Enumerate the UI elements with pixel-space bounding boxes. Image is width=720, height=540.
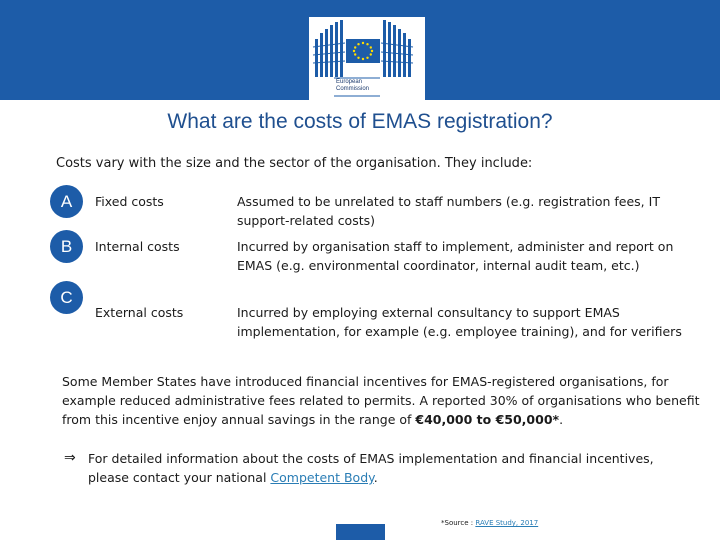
cost-name-fixed: Fixed costs	[95, 194, 164, 209]
incentives-end: .	[559, 412, 564, 427]
source-note	[441, 519, 538, 527]
logo-line-commission: Commission	[336, 86, 370, 92]
incentives-text: Some Member States have introduced financial incentives for EMAS-registered organisations, for example reduced administrative fees related to permits. A reported 30% of organisations who benefit from this incentive enjoy annual savings in the range of	[62, 374, 700, 427]
cost-desc-fixed: Assumed to be unrelated to staff numbers (e.g. registration fees, IT support-related costs)	[237, 194, 660, 228]
more-info-paragraph	[88, 449, 698, 487]
source-prefix: *Source :	[441, 519, 476, 527]
cost-name-internal: Internal costs	[95, 239, 180, 254]
european-commission-logo[interactable]	[309, 17, 425, 101]
logo-wordmark	[336, 79, 369, 93]
right-arrow-icon: ⇒	[64, 450, 76, 466]
footer-bar	[336, 524, 385, 540]
page-title: What are the costs of EMAS registration?	[167, 110, 553, 133]
cost-name-external: External costs	[95, 305, 184, 320]
source-link[interactable]: RAVE Study, 2017	[475, 519, 539, 527]
incentives-paragraph	[62, 372, 702, 429]
cost-badge-a: A	[50, 185, 83, 218]
cost-desc-internal: Incurred by organisation staff to implement, administer and report on EMAS (e.g. environmental coordinator, internal audit team, etc.)	[237, 239, 674, 273]
more-info-end: .	[373, 470, 378, 485]
competent-body-link[interactable]: Competent Body	[270, 470, 374, 485]
cost-badge-b: B	[50, 230, 83, 263]
cost-badge-c: C	[50, 281, 83, 314]
savings-range: €40,000 to €50,000*	[415, 412, 560, 427]
cost-desc-external: Incurred by employing external consultancy to support EMAS implementation, for example (e.g. employee training), and for verifiers	[237, 305, 682, 339]
intro-text: Costs vary with the size and the sector of the organisation. They include:	[56, 156, 533, 171]
logo-line-european: European	[336, 79, 363, 85]
more-info-text: For detailed information about the costs of EMAS implementation and financial incentives, please contact your national	[88, 451, 654, 485]
